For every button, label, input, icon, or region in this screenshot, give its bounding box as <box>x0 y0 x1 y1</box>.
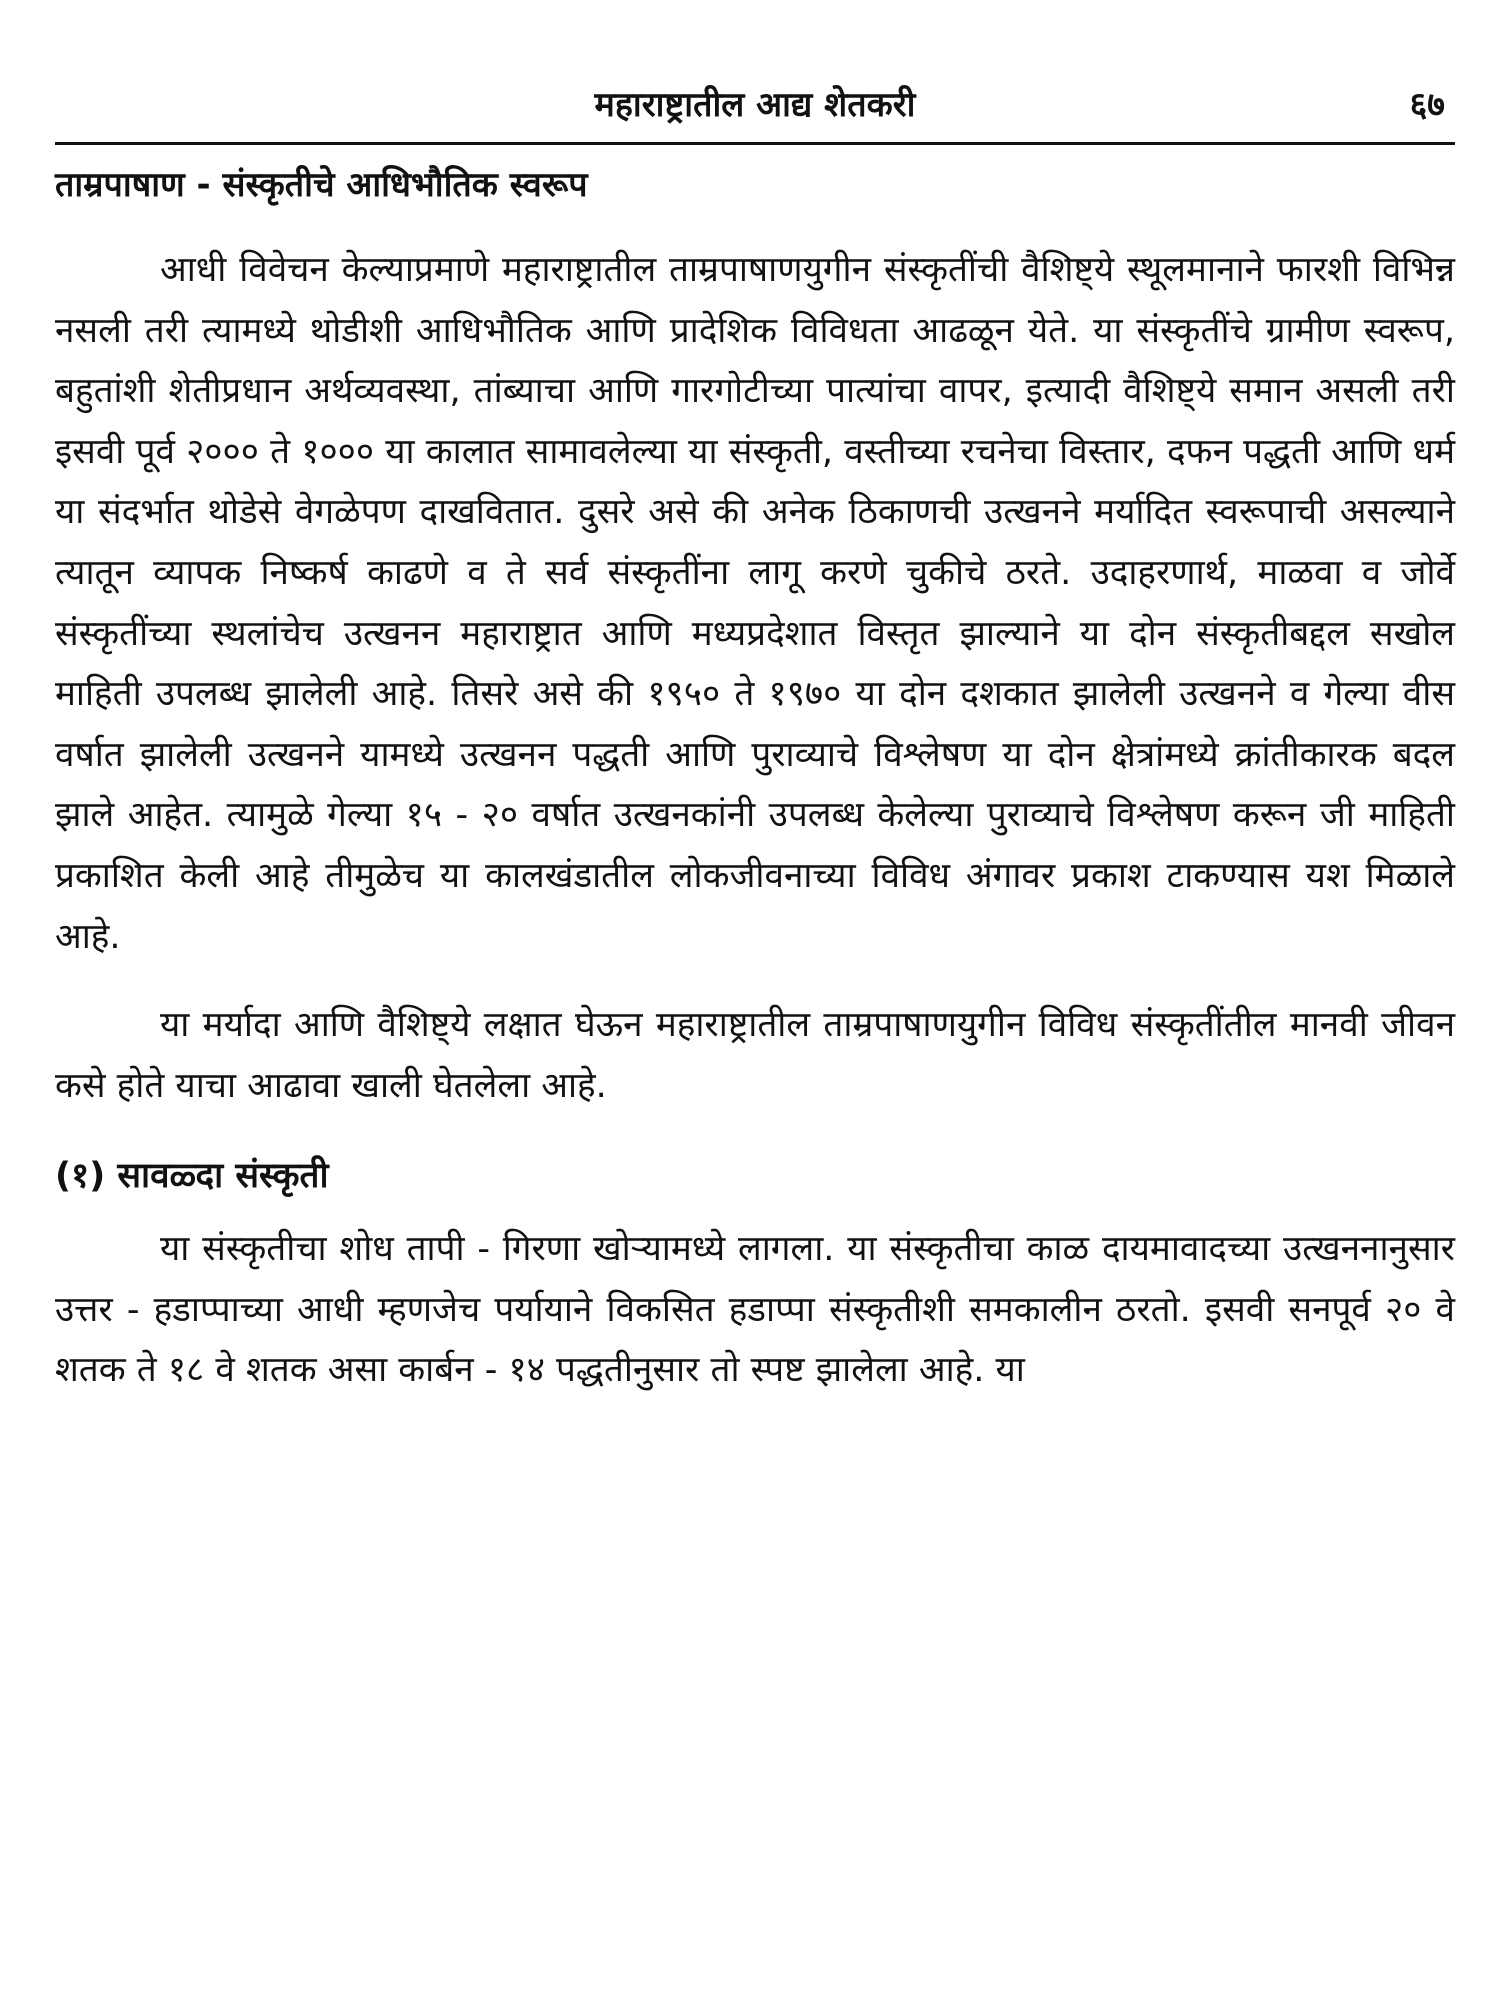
running-title: महाराष्ट्रातील आद्य शेतकरी <box>594 85 916 125</box>
section-heading: ताम्रपाषाण - संस्कृतीचे आधिभौतिक स्वरूप <box>55 165 588 205</box>
body-text <box>55 240 1455 1401</box>
paragraph-1: आधी विवेचन केल्याप्रमाणे महाराष्ट्रातील ताम्रपाषाणयुगीन संस्कृतींची वैशिष्ट्ये स्थूलमानाने फारशी विभिन्न नसली तरी त्यामध्ये थोडीशी आधिभौतिक आणि प्रादेशिक विविधता आढळून येते. या संस्कृतींचे ग्रामीण स्वरूप, बहुतांशी शेतीप्रधान अर्थव्यवस्था, तांब्याचा आणि गारगोटीच्या पात्यांचा वापर, इत्यादी वैशिष्ट्ये समान असली तरी इसवी पूर्व २००० ते १००० या कालात सामावलेल्या या संस्कृती, वस्तीच्या रचनेचा विस्तार, दफन पद्धती आणि धर्म या संदर्भात थोडेसे वेगळेपण दाखवितात. दुसरे असे की अनेक ठिकाणची उत्खनने मर्यादित स्वरूपाची असल्याने त्यातून व्यापक निष्कर्ष काढणे व ते सर्व संस्कृतींना लागू करणे चुकीचे ठरते. उदाहरणार्थ, माळवा व जोर्वे संस्कृतींच्या स्थलांचेच उत्खनन महाराष्ट्रात आणि मध्यप्रदेशात विस्तृत झाल्याने या दोन संस्कृतीबद्दल सखोल माहिती उपलब्ध झालेली आहे. तिसरे असे की १९५० ते १९७० या दोन दशकात झालेली उत्खनने व गेल्या वीस वर्षात झालेली उत्खनने यामध्ये उत्खनन पद्धती आणि पुराव्याचे विश्लेषण या दोन क्षेत्रांमध्ये क्रांतीकारक बदल झाले आहेत. त्यामुळे गेल्या १५ - २० वर्षात उत्खनकांनी उपलब्ध केलेल्या पुराव्याचे विश्लेषण करून जी माहिती प्रकाशित केली आहे तीमुळेच या कालखंडातील लोकजीवनाच्या विविध अंगावर प्रकाश टाकण्यास यश मिळाले आहे. <box>55 250 1455 957</box>
paragraph-2: या मर्यादा आणि वैशिष्ट्ये लक्षात घेऊन महाराष्ट्रातील ताम्रपाषाणयुगीन विविध संस्कृतींतील मानवी जीवन कसे होते याचा आढावा खाली घेतलेला आहे. <box>55 1005 1455 1106</box>
subsection-heading: (१) सावळ्दा संस्कृती <box>55 1156 329 1197</box>
header-rule <box>55 142 1455 145</box>
page-number: ६७ <box>1409 85 1445 125</box>
book-page <box>55 80 1455 1391</box>
running-header <box>55 80 1455 140</box>
paragraph-3: या संस्कृतीचा शोध तापी - गिरणा खोऱ्यामध्ये लागला. या संस्कृतीचा काळ दायमावादच्या उत्खननानुसार उत्तर - हडाप्पाच्या आधी म्हणजेच पर्यायाने विकसित हडाप्पा संस्कृतीशी समकालीन ठरतो. इसवी सनपूर्व २० वे शतक ते १८ वे शतक असा कार्बन - १४ पद्धतीनुसार तो स्पष्ट झालेला आहे. या <box>55 1228 1455 1391</box>
